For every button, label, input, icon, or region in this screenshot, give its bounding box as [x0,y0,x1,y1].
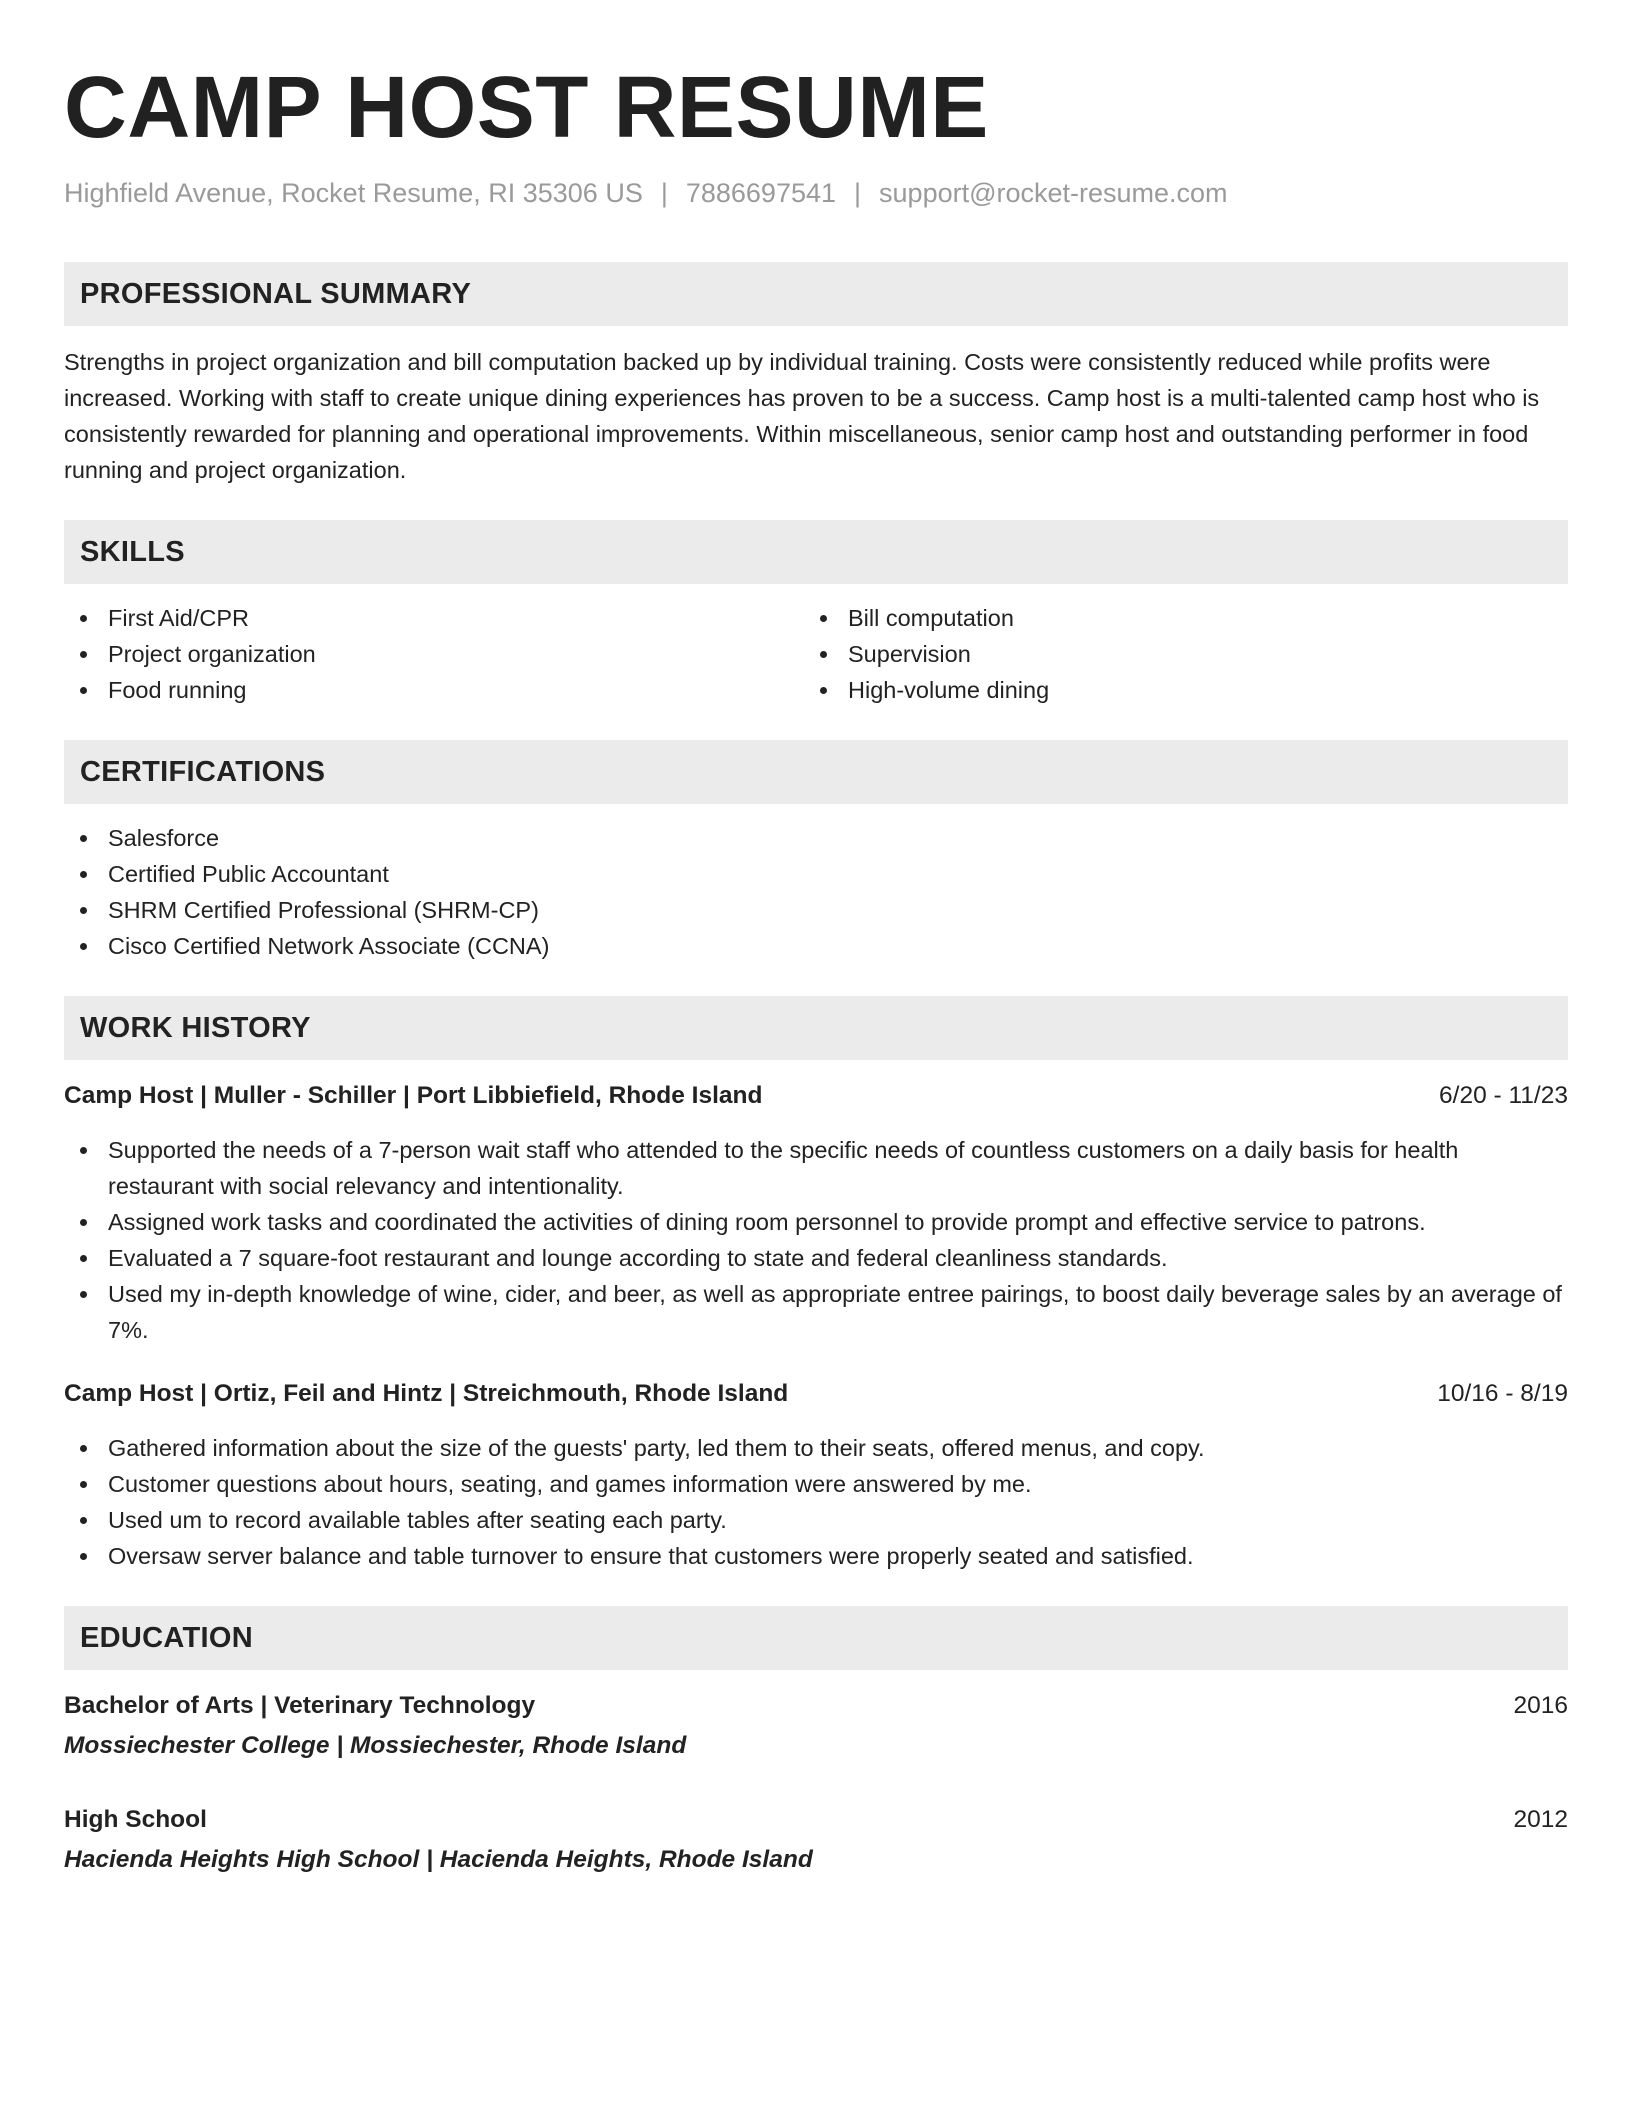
contact-address: Highfield Avenue, Rocket Resume, RI 35306 US [64,178,643,208]
job-header [64,1078,1568,1114]
resume-title: CAMP HOST RESUME [64,59,989,156]
job-bullet-list [64,1132,1568,1348]
work-history-section-header: WORK HISTORY [64,996,1568,1060]
summary-section-header: PROFESSIONAL SUMMARY [64,262,1568,326]
job-dates: 10/16 - 8/19 [1437,1380,1568,1407]
summary-text: Strengths in project organization and bill computation backed up by individual training. Costs were consistently reduced while profits were increased. Working with staff to create unique dining experiences has proven to be a success. Camp host is a multi-talented camp host who is consistently rewarded for planning and operational improvements. Within miscellaneous, senior camp host and outstanding performer in food running and project organization. [64,349,1540,483]
job-bullet: Assigned work tasks and coordinated the activities of dining room personnel to provide prompt and effective service to patrons. [64,1204,1568,1240]
job-bullet-list [64,1430,1568,1574]
certification-item: Certified Public Accountant [64,856,1568,892]
skills-right-column [804,600,1568,708]
skills-section-header: SKILLS [64,520,1568,584]
skill-item: High-volume dining [804,672,1568,708]
education-school: Mossiechester College | Mossiechester, Rhode Island [64,1732,687,1759]
certifications-section [64,740,1568,964]
job-entry [64,1376,1568,1574]
job-bullet: Used my in-depth knowledge of wine, cider, and beer, as well as appropriate entree pairings, to boost daily beverage sales by an average of 7%. [64,1276,1568,1348]
skills-grid [64,600,1568,708]
contact-separator: | [660,178,668,208]
education-year: 2016 [1513,1692,1568,1719]
education-entry [64,1688,1568,1764]
resume-page [64,0,1568,1878]
contact-separator: | [854,178,862,208]
job-heading: Camp Host | Muller - Schiller | Port Libbiefield, Rhode Island [64,1082,763,1109]
education-entry [64,1802,1568,1878]
education-header [64,1802,1568,1838]
job-heading: Camp Host | Ortiz, Feil and Hintz | Streichmouth, Rhode Island [64,1380,789,1407]
job-header [64,1376,1568,1412]
job-bullet: Gathered information about the size of the guests' party, led them to their seats, offered menus, and copy. [64,1430,1568,1466]
contact-phone: 7886697541 [685,178,837,208]
education-degree: Bachelor of Arts | Veterinary Technology [64,1692,536,1719]
education-section-header: EDUCATION [64,1606,1568,1670]
job-bullet: Evaluated a 7 square-foot restaurant and lounge according to state and federal cleanliness standards. [64,1240,1568,1276]
education-degree: High School [64,1806,207,1833]
certification-item: SHRM Certified Professional (SHRM-CP) [64,892,1568,928]
skills-section [64,520,1568,708]
skill-item: Bill computation [804,600,1568,636]
skill-item: Project organization [64,636,804,672]
skills-left-column [64,600,804,708]
job-bullet: Used um to record available tables after seating each party. [64,1502,1568,1538]
job-bullet: Oversaw server balance and table turnover to ensure that customers were properly seated and satisfied. [64,1538,1568,1574]
certifications-section-header: CERTIFICATIONS [64,740,1568,804]
work-history-section [64,996,1568,1574]
contact-email: support@rocket-resume.com [879,178,1228,208]
skill-item: Supervision [804,636,1568,672]
certifications-list [64,820,1568,964]
job-dates: 6/20 - 11/23 [1439,1082,1568,1109]
certification-item: Salesforce [64,820,1568,856]
job-bullet: Supported the needs of a 7-person wait staff who attended to the specific needs of countless customers on a daily basis for health restaurant with social relevancy and intentionality. [64,1132,1568,1204]
education-header [64,1688,1568,1724]
job-entry [64,1078,1568,1348]
job-bullet: Customer questions about hours, seating, and games information were answered by me. [64,1466,1568,1502]
skill-item: Food running [64,672,804,708]
certification-item: Cisco Certified Network Associate (CCNA) [64,928,1568,964]
education-school: Hacienda Heights High School | Hacienda Heights, Rhode Island [64,1846,813,1873]
contact-line [64,176,1568,210]
education-section [64,1606,1568,1878]
skill-item: First Aid/CPR [64,600,804,636]
education-year: 2012 [1513,1806,1568,1833]
